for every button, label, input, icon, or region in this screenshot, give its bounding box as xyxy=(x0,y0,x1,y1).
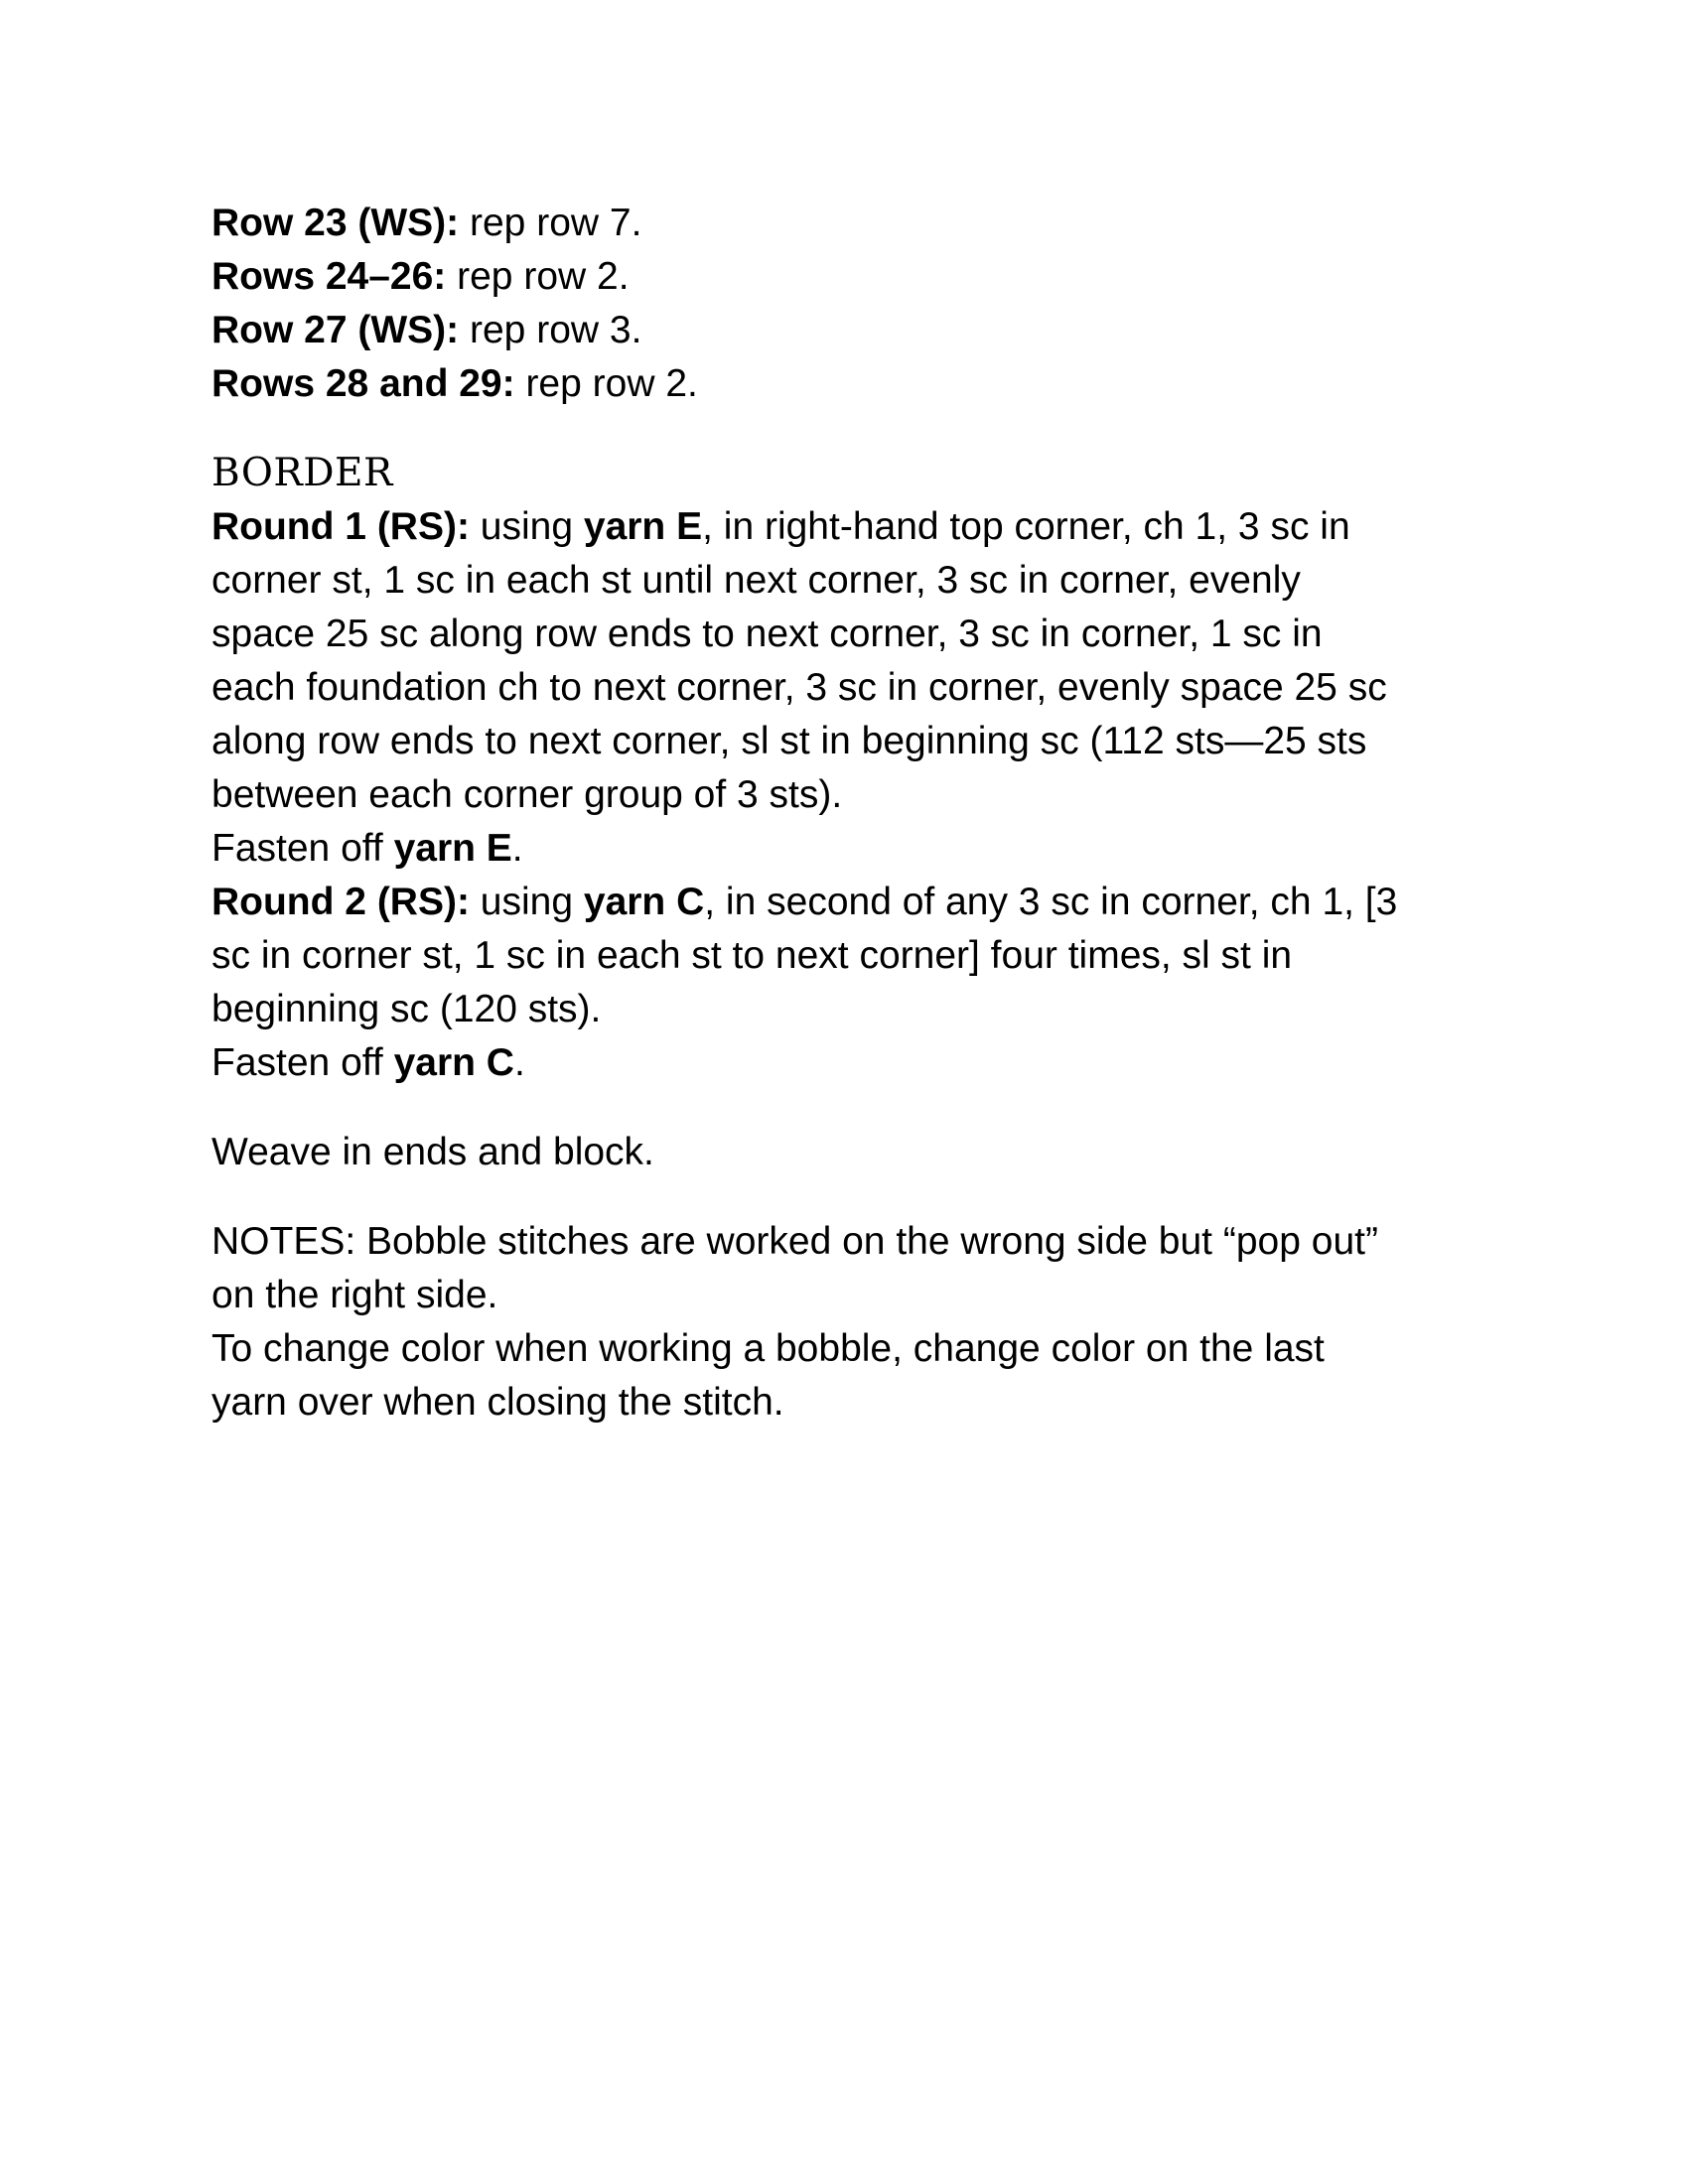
round-label: Round 1 (RS): xyxy=(211,505,470,548)
rows-24-26-instruction xyxy=(211,250,1502,304)
border-section xyxy=(211,447,1502,1090)
notes-line-3: To change color when working a bobble, change color on the last xyxy=(211,1327,1325,1370)
round-text: , in second of any 3 sc in corner, ch 1, [3 xyxy=(704,881,1398,923)
fasten-text: . xyxy=(511,827,523,870)
finishing-instruction: Weave in ends and block. xyxy=(211,1131,654,1173)
row-text: rep row 2. xyxy=(446,255,630,298)
fasten-off-yarn-e xyxy=(211,822,1502,876)
round-1-line-6: between each corner group of 3 sts). xyxy=(211,773,843,816)
fasten-off-yarn-c xyxy=(211,1036,1502,1090)
notes-line-2: on the right side. xyxy=(211,1274,498,1316)
row-label: Rows 24–26: xyxy=(211,255,447,298)
row-text: rep row 7. xyxy=(459,202,642,244)
document-page xyxy=(211,197,1502,1430)
round-text: using xyxy=(469,881,584,923)
fasten-text: Fasten off xyxy=(211,1041,394,1084)
round-2-line-1 xyxy=(211,876,1502,929)
rows-section xyxy=(211,197,1502,411)
yarn-name: yarn E xyxy=(393,827,512,870)
round-1-line-1 xyxy=(211,500,1502,554)
row-27-instruction xyxy=(211,304,1502,357)
rows-28-29-instruction xyxy=(211,357,1502,411)
notes-line-4: yarn over when closing the stitch. xyxy=(211,1381,784,1424)
yarn-name: yarn C xyxy=(583,881,705,923)
border-heading: BORDER xyxy=(211,451,393,495)
row-23-instruction xyxy=(211,197,1502,250)
round-2-line-3: beginning sc (120 sts). xyxy=(211,988,602,1030)
notes-section xyxy=(211,1215,1502,1430)
yarn-name: yarn E xyxy=(583,505,703,548)
fasten-text: . xyxy=(513,1041,525,1084)
round-1-line-4: each foundation ch to next corner, 3 sc in corner, evenly space 25 sc xyxy=(211,666,1387,709)
row-label: Rows 28 and 29: xyxy=(211,362,515,405)
row-label: Row 27 (WS): xyxy=(211,309,460,351)
fasten-text: Fasten off xyxy=(211,827,394,870)
round-text: using xyxy=(469,505,584,548)
row-label: Row 23 (WS): xyxy=(211,202,460,244)
round-1-line-2: corner st, 1 sc in each st until next corner, 3 sc in corner, evenly xyxy=(211,559,1301,602)
round-1-line-5: along row ends to next corner, sl st in beginning sc (112 sts—25 sts xyxy=(211,720,1367,762)
notes-line-1: NOTES: Bobble stitches are worked on the wrong side but “pop out” xyxy=(211,1220,1378,1263)
row-text: rep row 3. xyxy=(459,309,642,351)
finishing-section xyxy=(211,1126,1502,1179)
round-text: , in right-hand top corner, ch 1, 3 sc in xyxy=(702,505,1350,548)
round-2-line-2: sc in corner st, 1 sc in each st to next corner] four times, sl st in xyxy=(211,934,1293,977)
round-label: Round 2 (RS): xyxy=(211,881,470,923)
yarn-name: yarn C xyxy=(393,1041,514,1084)
row-text: rep row 2. xyxy=(514,362,698,405)
round-1-line-3: space 25 sc along row ends to next corner, 3 sc in corner, 1 sc in xyxy=(211,613,1323,655)
